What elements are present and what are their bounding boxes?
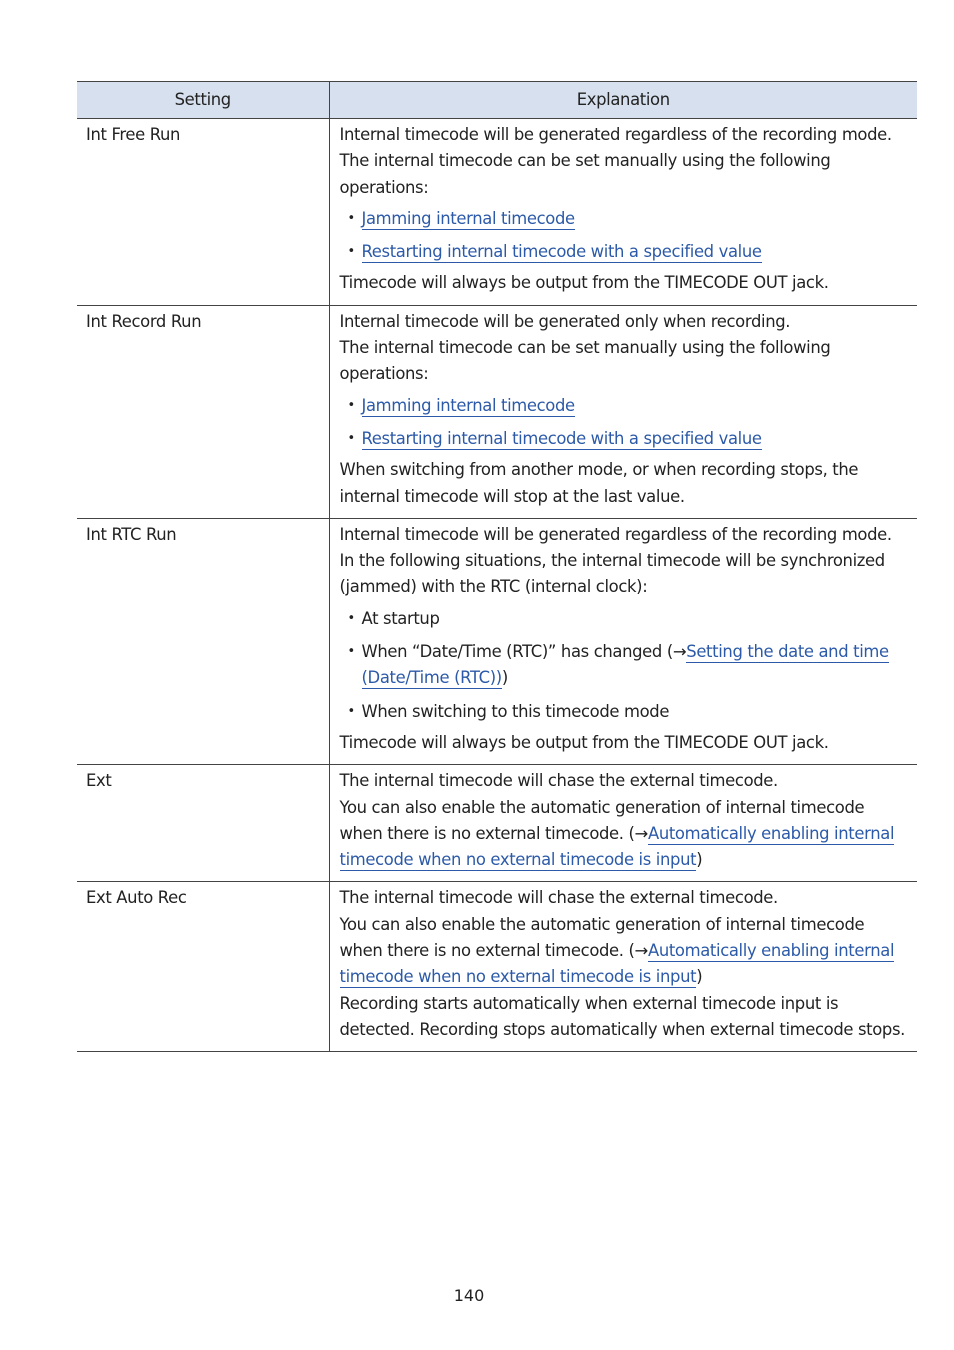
table-header-row (77, 82, 917, 119)
header-explanation: Explanation (329, 82, 917, 119)
explanation-text (340, 912, 908, 991)
explanation-cell (329, 765, 917, 882)
bullet-text: ) (501, 668, 508, 688)
list-item (340, 239, 908, 265)
list-item (340, 206, 908, 232)
link-setting-date-and-time[interactable]: Setting the date and time (Date/Time (RTC)) (361, 642, 889, 688)
explanation-text: Recording starts automatically when external timecode input is detected. Recording stops automatically when external timecode stops. (339, 993, 906, 1039)
explanation-cell (329, 305, 917, 518)
header-setting: Setting (77, 82, 329, 119)
link-automatically-enabling-internal-timecode[interactable]: Automatically enabling internal timecode when no external timecode is input (339, 823, 895, 870)
list-item (340, 639, 908, 692)
explanation-text-span: ) (696, 850, 703, 870)
explanation-text: Internal timecode will be generated regardless of the recording mode. (339, 125, 892, 144)
setting-cell: Int RTC Run (77, 518, 329, 764)
explanation-cell (329, 518, 917, 764)
bullet-list (340, 206, 908, 266)
explanation-text: When switching from another mode, or when recording stops, the internal timecode will stop at the last value. (339, 460, 859, 506)
table-row (77, 518, 917, 764)
explanation-text: The internal timecode can be set manually using the following operations: (339, 338, 831, 384)
explanation-text: In the following situations, the internal timecode will be synchronized (jammed) with the RTC (internal clock): (339, 551, 885, 597)
explanation-text: The internal timecode will chase the external timecode. (339, 888, 778, 908)
explanation-text: Timecode will always be output from the TIMECODE OUT jack. (339, 732, 829, 752)
explanation-text-span: You can also enable the automatic generation of internal timecode when there is no external timecode. (→ (339, 914, 865, 961)
table-row (77, 119, 917, 306)
explanation-text-span: ) (696, 967, 703, 987)
table-row (77, 305, 917, 518)
bullet-text: When “Date/Time (RTC)” has changed (→ (361, 642, 687, 662)
explanation-text-span: You can also enable the automatic generation of internal timecode when there is no external timecode. (→ (339, 797, 865, 843)
list-item: • At startup (340, 606, 908, 632)
explanation-text: Internal timecode will be generated only when recording. (339, 311, 791, 331)
bullet-list (340, 393, 908, 453)
setting-cell: Int Free Run (77, 119, 329, 306)
link-restarting-internal-timecode[interactable]: Restarting internal timecode with a specified value (361, 242, 762, 262)
table-row (77, 882, 917, 1052)
table-row (77, 765, 917, 882)
link-automatically-enabling-internal-timecode[interactable]: Automatically enabling internal timecode when no external timecode is input (339, 941, 895, 987)
explanation-cell (329, 882, 917, 1052)
link-restarting-internal-timecode[interactable]: Restarting internal timecode with a specified value (361, 428, 762, 448)
explanation-text: Internal timecode will be generated regardless of the recording mode. (339, 524, 892, 544)
explanation-text: Timecode will always be output from the TIMECODE OUT jack. (339, 273, 829, 293)
explanation-cell (329, 119, 917, 306)
timecode-mode-table (77, 81, 917, 1052)
page-number: 140 (453, 1286, 485, 1305)
explanation-text: The internal timecode can be set manually using the following operations: (339, 151, 831, 197)
explanation-text (340, 795, 908, 874)
link-jamming-internal-timecode[interactable]: Jamming internal timecode (361, 395, 575, 415)
list-item (340, 426, 908, 452)
list-item (340, 393, 908, 419)
link-jamming-internal-timecode[interactable]: Jamming internal timecode (361, 208, 575, 228)
timecode-mode-table-wrapper (77, 81, 917, 1052)
setting-cell: Int Record Run (77, 305, 329, 518)
list-item: • When switching to this timecode mode (340, 699, 908, 725)
bullet-list (340, 606, 908, 725)
setting-cell: Ext Auto Rec (77, 882, 329, 1052)
explanation-text: The internal timecode will chase the external timecode. (339, 771, 778, 791)
setting-cell: Ext (77, 765, 329, 882)
